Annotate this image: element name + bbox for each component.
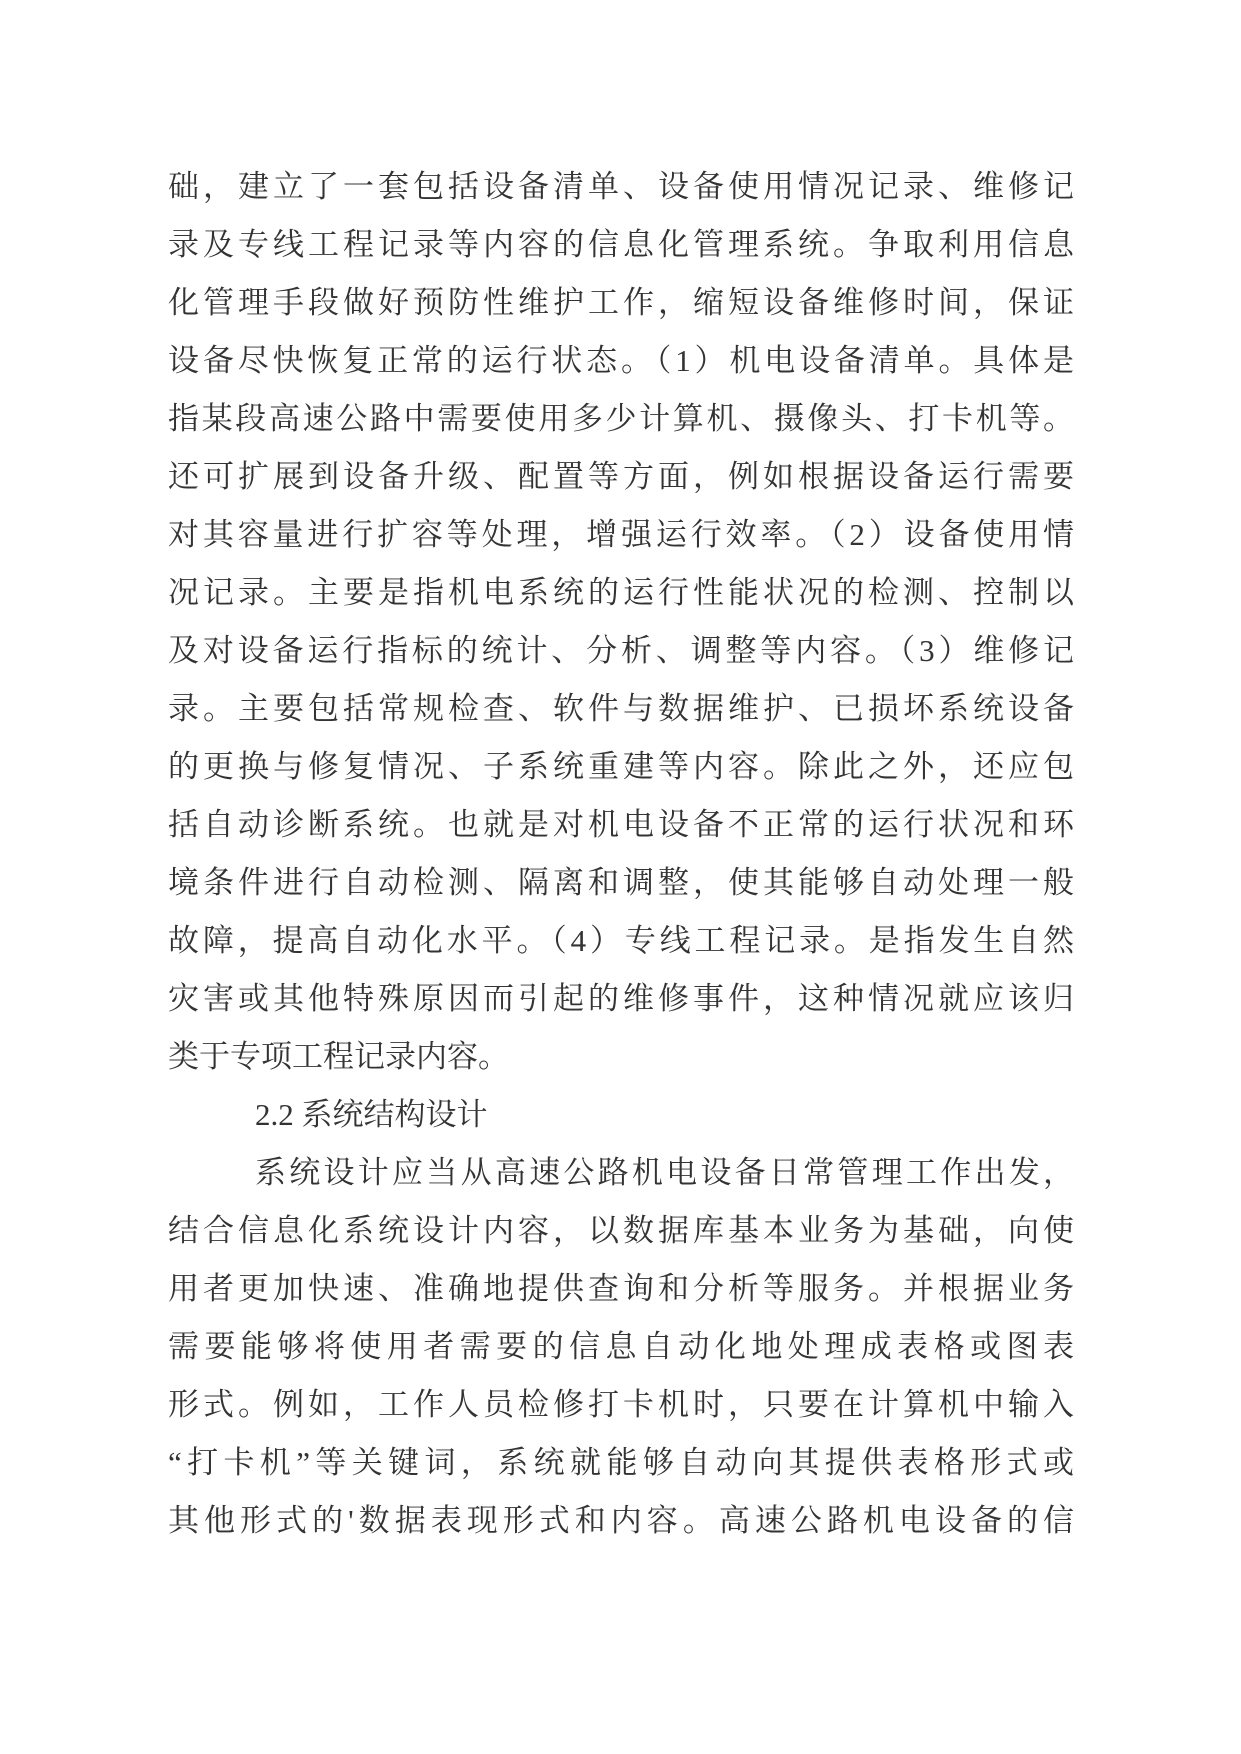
text-line-9: 及对设备运行指标的统计、分析、调整等内容。（3）维修记 — [168, 633, 1074, 668]
text-line-8: 况记录。主要是指机电系统的运行性能状况的检测、控制以 — [168, 575, 1074, 610]
text-line-24: 其他形式的'数据表现形式和内容。高速公路机电设备的信 — [168, 1503, 1074, 1538]
text-line-2: 录及专线工程记录等内容的信息化管理系统。争取利用信息 — [168, 227, 1074, 262]
text-line-5: 指某段高速公路中需要使用多少计算机、摄像头、打卡机等。 — [168, 401, 1074, 436]
text-line-18: 系统设计应当从高速公路机电设备日常管理工作出发， — [255, 1155, 1074, 1190]
text-line-19: 结合信息化系统设计内容，以数据库基本业务为基础，向使 — [168, 1213, 1074, 1248]
text-line-20: 用者更加快速、准确地提供查询和分析等服务。并根据业务 — [168, 1271, 1074, 1306]
text-line-15: 灾害或其他特殊原因而引起的维修事件，这种情况就应该归 — [168, 981, 1074, 1016]
text-line-23: “打卡机”等关键词，系统就能够自动向其提供表格形式或 — [168, 1445, 1074, 1480]
text-line-10: 录。主要包括常规检查、软件与数据维护、已损坏系统设备 — [168, 691, 1074, 726]
text-line-17: 2.2 系统结构设计 — [255, 1097, 488, 1132]
document-text-block — [168, 158, 1074, 1550]
text-line-22: 形式。例如，工作人员检修打卡机时，只要在计算机中输入 — [168, 1387, 1074, 1422]
text-line-11: 的更换与修复情况、子系统重建等内容。除此之外，还应包 — [168, 749, 1074, 784]
text-line-12: 括自动诊断系统。也就是对机电设备不正常的运行状况和环 — [168, 807, 1074, 842]
text-line-21: 需要能够将使用者需要的信息自动化地处理成表格或图表 — [168, 1329, 1074, 1364]
text-line-3: 化管理手段做好预防性维护工作，缩短设备维修时间，保证 — [168, 285, 1074, 320]
text-line-1: 础，建立了一套包括设备清单、设备使用情况记录、维修记 — [168, 169, 1074, 204]
text-line-16: 类于专项工程记录内容。 — [168, 1039, 509, 1074]
text-line-6: 还可扩展到设备升级、配置等方面，例如根据设备运行需要 — [168, 459, 1074, 494]
text-line-7: 对其容量进行扩容等处理，增强运行效率。（2）设备使用情 — [168, 517, 1074, 552]
text-line-4: 设备尽快恢复正常的运行状态。（1）机电设备清单。具体是 — [168, 343, 1074, 378]
text-line-14: 故障，提高自动化水平。（4）专线工程记录。是指发生自然 — [168, 923, 1074, 958]
text-line-13: 境条件进行自动检测、隔离和调整，使其能够自动处理一般 — [168, 865, 1074, 900]
